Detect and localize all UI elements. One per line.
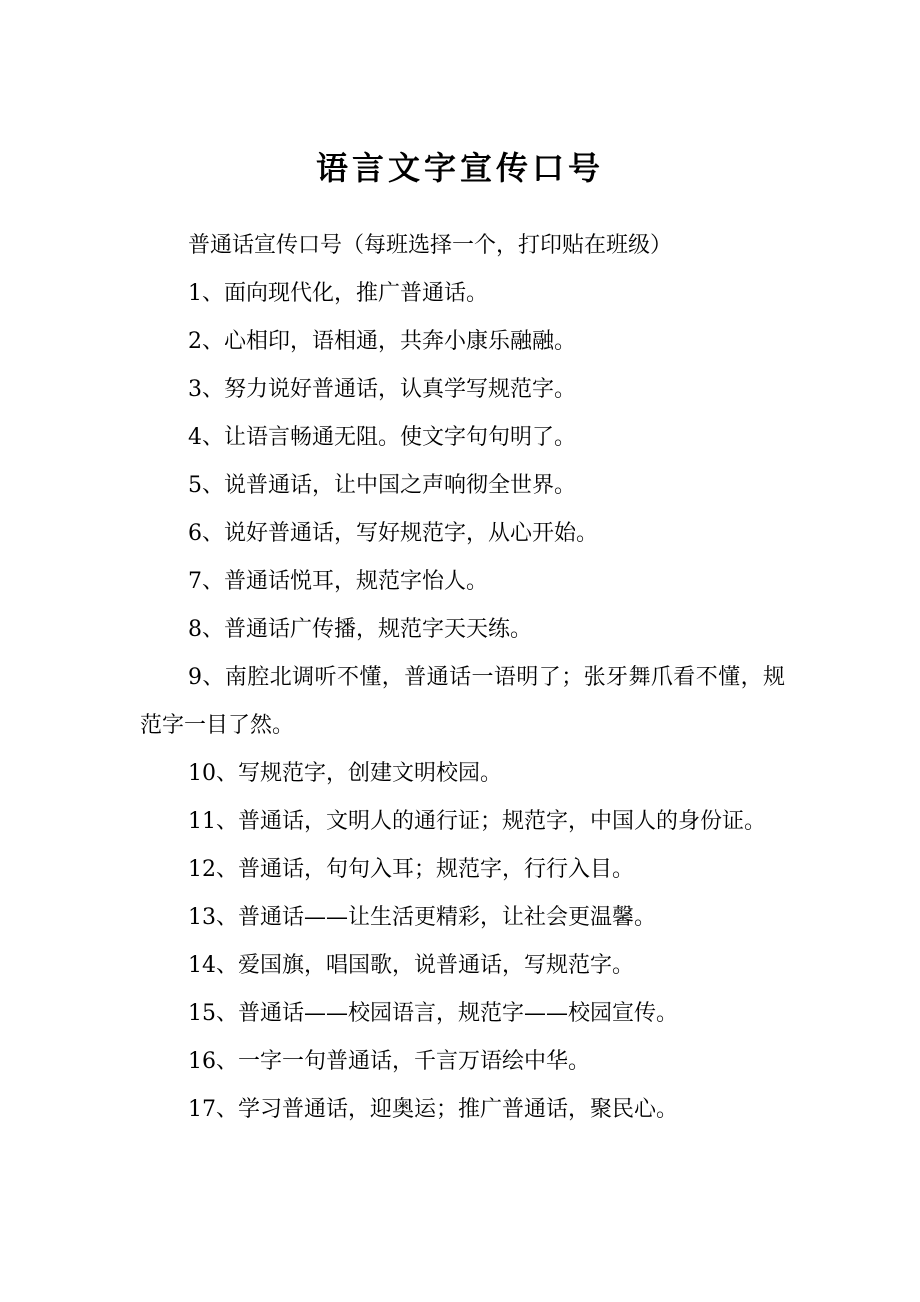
slogan-item: 15、普通话——校园语言，规范字——校园宣传。 — [188, 1001, 678, 1026]
slogan-item: 12、普通话，句句入耳；规范字，行行入目。 — [188, 857, 634, 882]
slogan-item: 7、普通话悦耳，规范字怡人。 — [188, 569, 488, 594]
slogan-item: 14、爱国旗，唱国歌，说普通话，写规范字。 — [188, 953, 634, 978]
intro-paragraph: 普通话宣传口号（每班选择一个，打印贴在班级） — [188, 233, 673, 258]
slogan-item: 6、说好普通话，写好规范字，从心开始。 — [188, 521, 598, 546]
document-body — [140, 222, 785, 1134]
slogan-item: 17、学习普通话，迎奥运；推广普通话，聚民心。 — [188, 1097, 678, 1122]
slogan-item: 4、让语言畅通无阻。使文字句句明了。 — [188, 425, 576, 450]
slogan-item: 16、一字一句普通话，千言万语绘中华。 — [188, 1049, 590, 1074]
slogan-item: 8、普通话广传播，规范字天天练。 — [188, 617, 532, 642]
slogan-item: 10、写规范字，创建文明校园。 — [188, 761, 502, 786]
slogan-item: 9、南腔北调听不懂，普通话一语明了；张牙舞爪看不懂，规范字一目了然。 — [140, 665, 785, 738]
slogan-item: 1、面向现代化，推广普通话。 — [188, 281, 488, 306]
document-title: 语言文字宣传口号 — [315, 149, 604, 187]
slogan-item: 13、普通话——让生活更精彩，让社会更温馨。 — [188, 905, 656, 930]
slogan-item: 5、说普通话，让中国之声响彻全世界。 — [188, 473, 576, 498]
slogan-item: 3、努力说好普通话，认真学写规范字。 — [188, 377, 576, 402]
slogan-item: 2、心相印，语相通，共奔小康乐融融。 — [188, 329, 576, 354]
slogan-item: 11、普通话，文明人的通行证；规范字，中国人的身份证。 — [188, 809, 766, 834]
